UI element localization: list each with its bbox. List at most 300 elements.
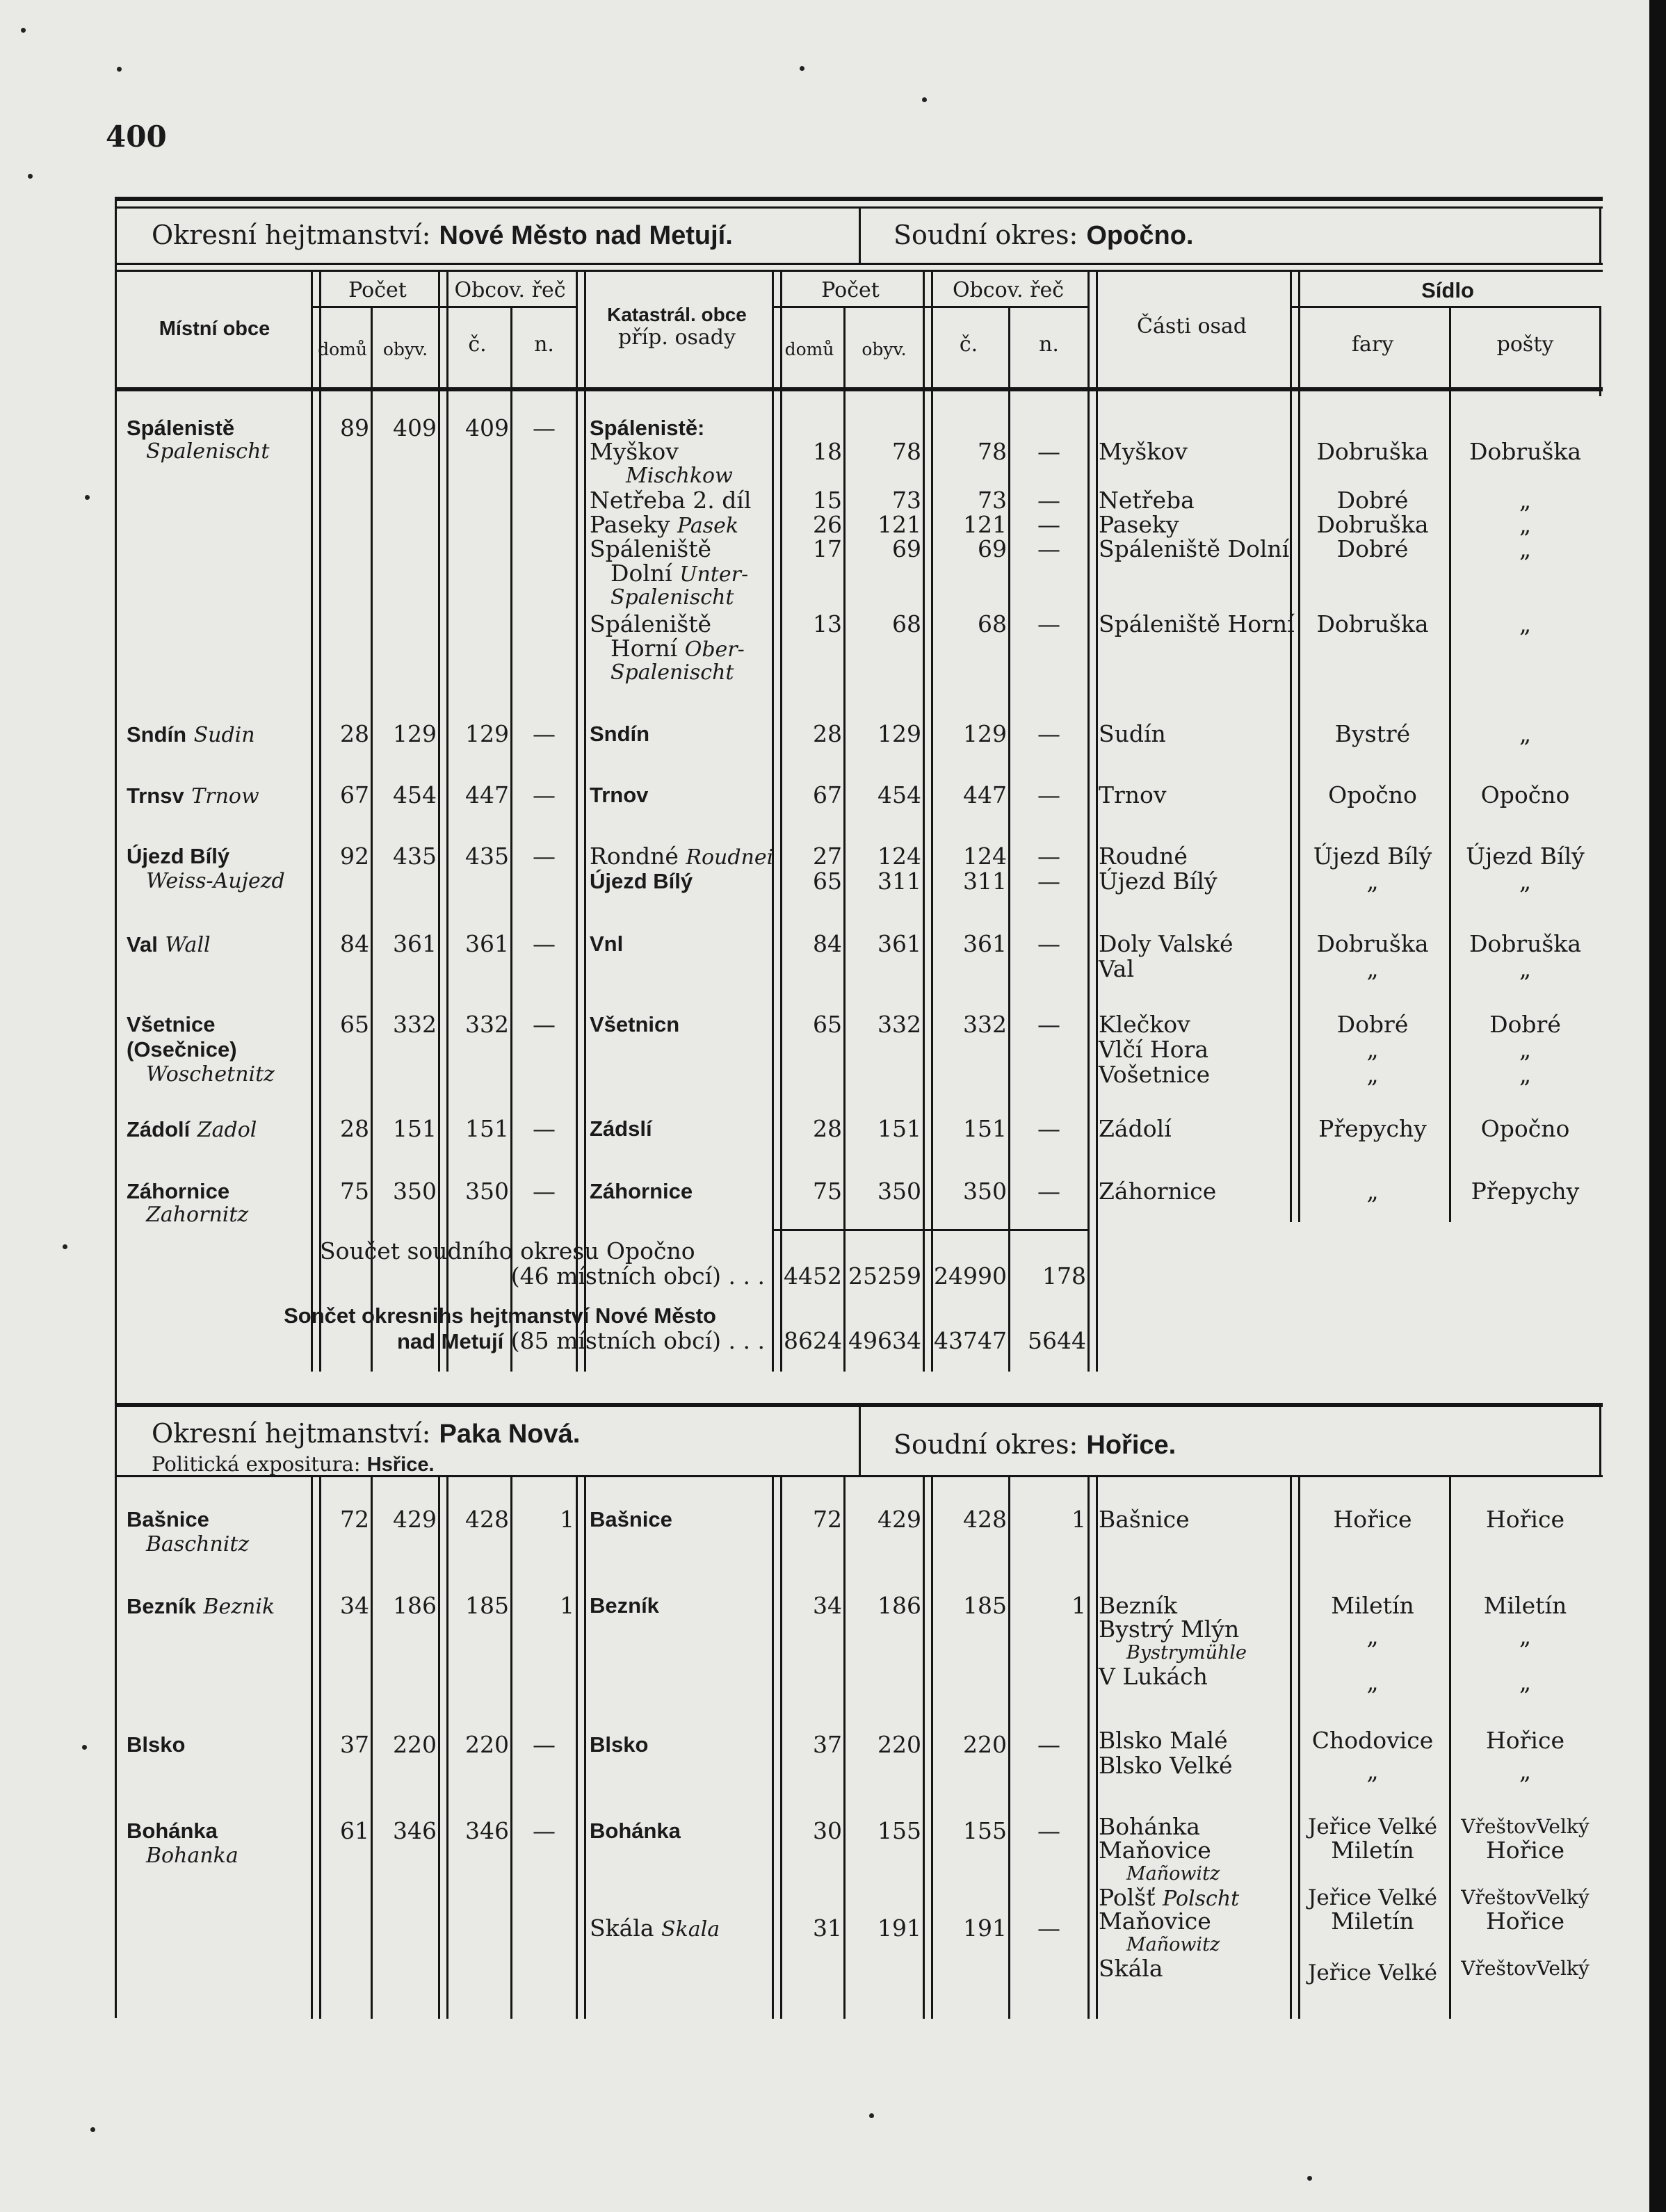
cell-n: —: [1037, 1817, 1060, 1844]
dust-speck: [85, 495, 90, 500]
cell-n: —: [1037, 720, 1060, 747]
cell-fara: Jeřice Velké: [1308, 1885, 1437, 1910]
obec-name: Bezník: [127, 1594, 196, 1618]
cell-c: 220: [465, 1731, 509, 1758]
cell-domu: 28: [340, 1115, 369, 1142]
page-number: 400: [106, 120, 167, 154]
cell-posta: „: [1519, 535, 1532, 562]
cell-fara: Přepychy: [1318, 1115, 1427, 1142]
cell-obyv: 332: [393, 1011, 437, 1038]
cell-c: 185: [963, 1592, 1007, 1619]
cell-obyv: 124: [878, 843, 921, 870]
cell-posta: Hořice: [1486, 1506, 1564, 1533]
cell-c: 350: [963, 1178, 1007, 1205]
cell-c: 78: [978, 438, 1007, 465]
cast-osady: Bašnice: [1099, 1506, 1190, 1533]
cell-n: —: [533, 720, 556, 747]
col-header-domu: domů: [318, 339, 367, 359]
cell-domu: 13: [813, 610, 842, 637]
kat-name: Vnl: [590, 932, 624, 956]
cell-obyv: 454: [393, 781, 437, 808]
cell-fara: „: [1366, 1757, 1379, 1784]
cast-osady: Blsko Velké: [1099, 1752, 1233, 1779]
total-c: 43747: [934, 1327, 1007, 1354]
cell-fara: Jeřice Velké: [1308, 1814, 1437, 1839]
total-obyv: 49634: [848, 1327, 921, 1354]
total-c: 24990: [934, 1262, 1007, 1290]
cell-obyv: 186: [878, 1592, 921, 1619]
cell-n: —: [533, 781, 556, 808]
cast-osady: Maňovice: [1099, 1908, 1211, 1935]
totals-hejt-label-2b: (85 místních obcí) . . .: [510, 1327, 765, 1354]
cell-obyv: 155: [878, 1817, 921, 1844]
cell-domu: 37: [340, 1731, 369, 1758]
kat-name: Paseky: [590, 511, 670, 538]
cell-n: —: [1037, 438, 1060, 465]
cell-posta: VřeštovVelký: [1461, 1957, 1590, 1980]
cell-obyv: 409: [393, 414, 437, 441]
dust-speck: [922, 97, 927, 102]
district-name: Nové Město nad Metují.: [439, 221, 733, 250]
cell-c: 151: [963, 1115, 1007, 1142]
cell-fara: Dobruška: [1316, 438, 1429, 465]
cell-fara: Dobré: [1336, 1011, 1409, 1038]
col-divider: [1087, 1477, 1098, 2019]
cast-osady-de: Mañowitz: [1126, 1934, 1220, 1955]
cell-domu: 28: [813, 1115, 842, 1142]
cell-domu: 65: [813, 868, 842, 895]
cast-osady: Blsko Malé: [1099, 1727, 1228, 1754]
cast-osady: Paseky: [1099, 511, 1179, 538]
cell-obyv: 151: [878, 1115, 921, 1142]
col-divider: [843, 306, 846, 1372]
rule: [313, 306, 577, 308]
cell-domu: 26: [813, 511, 842, 538]
obec-name: Všetnice: [127, 1012, 216, 1036]
cell-fara: Opočno: [1328, 781, 1417, 808]
cast-osady: V Lukách: [1099, 1663, 1208, 1690]
kat-name: Blsko: [590, 1732, 649, 1757]
col-header-n: n.: [534, 332, 554, 357]
cell-c: 428: [963, 1506, 1007, 1533]
cell-domu: 34: [813, 1592, 842, 1619]
scan-edge: [1649, 0, 1666, 2212]
cell-c: 185: [465, 1592, 509, 1619]
cell-posta: Hořice: [1486, 1837, 1564, 1864]
cell-obyv: 151: [393, 1115, 437, 1142]
kat-name: Sndín: [590, 722, 650, 746]
cell-domu: 18: [813, 438, 842, 465]
cell-c: 129: [963, 720, 1007, 747]
obec-name-de: Baschnitz: [146, 1532, 250, 1556]
cell-domu: 15: [813, 487, 842, 514]
col-divider: [371, 306, 373, 1372]
cell-posta: Přepychy: [1471, 1178, 1580, 1205]
col-divider: [1087, 270, 1098, 1372]
header-prefix: Okresní hejtmanství:: [152, 1418, 431, 1449]
obec-name: Záhornice: [127, 1179, 230, 1203]
cell-n: 1: [560, 1592, 574, 1619]
header-right-border: [1599, 206, 1601, 263]
cell-posta: VřeštovVelký: [1461, 1886, 1590, 1909]
obec-name: Bašnice: [127, 1507, 209, 1531]
cell-posta: VřeštovVelký: [1461, 1815, 1590, 1838]
dust-speck: [82, 1745, 87, 1750]
cell-domu: 17: [813, 535, 842, 562]
obec-name: Spálenistě: [127, 416, 235, 440]
cell-n: —: [533, 414, 556, 441]
col-divider: [923, 270, 933, 1372]
cell-posta: „: [1519, 511, 1532, 538]
kat-name-2: Horní: [610, 635, 678, 662]
kat-name: Trnov: [590, 783, 649, 807]
kat-name: Újezd Bílý: [590, 869, 693, 893]
totals-rule: [774, 1229, 1087, 1231]
col-header-casti: Části osad: [1137, 314, 1247, 339]
cell-domu: 28: [813, 720, 842, 747]
cell-obyv: 429: [878, 1506, 921, 1533]
col-header-obce: Místní obce: [159, 318, 270, 340]
cell-posta: „: [1519, 1668, 1532, 1695]
col-header-n: n.: [1039, 332, 1059, 357]
cast-osady: Trnov: [1099, 781, 1167, 808]
header-bottom-rule: [115, 387, 1603, 391]
kat-name: Myškov: [590, 438, 679, 465]
cell-obyv: 435: [393, 843, 437, 870]
obec-name-de: Beznik: [203, 1595, 275, 1619]
cell-obyv: 332: [878, 1011, 921, 1038]
cell-domu: 84: [813, 930, 842, 957]
obec-name-de: Zahornitz: [146, 1203, 249, 1227]
cell-c: 121: [963, 511, 1007, 538]
cell-fara: Dobruška: [1316, 610, 1429, 637]
cell-c: 447: [963, 781, 1007, 808]
cell-domu: 65: [340, 1011, 369, 1038]
cell-fara: Dobruška: [1316, 930, 1429, 957]
cell-obyv: 220: [393, 1731, 437, 1758]
cell-n: —: [1037, 1178, 1060, 1205]
cast-osady: Újezd Bílý: [1099, 868, 1218, 895]
col-header-sidlo: Sídlo: [1421, 278, 1474, 302]
col-header-c: č.: [468, 332, 487, 357]
cast-osady: Záhornice: [1099, 1178, 1217, 1205]
totals-hejt-label-2a: nad Metují: [396, 1329, 504, 1353]
dust-speck: [800, 66, 804, 71]
cast-osady: Klečkov: [1099, 1011, 1190, 1038]
cell-domu: 27: [813, 843, 842, 870]
kat-name: Spálenistě:: [590, 416, 705, 440]
cell-c: 346: [465, 1817, 509, 1844]
cell-domu: 92: [340, 843, 369, 870]
cast-osady: Bystrý Mlýn: [1099, 1616, 1240, 1643]
court-name: Hořice.: [1086, 1431, 1176, 1460]
kat-name: Rondné: [590, 843, 679, 870]
cell-posta: „: [1519, 1036, 1532, 1063]
cell-n: 1: [1071, 1592, 1086, 1619]
cell-domu: 37: [813, 1731, 842, 1758]
obec-name: Sndín: [127, 722, 187, 747]
sub-prefix: Politická expositura:: [152, 1452, 361, 1476]
cell-domu: 89: [340, 414, 369, 441]
col-header-domu: domů: [784, 339, 834, 359]
col-divider: [1599, 306, 1601, 396]
cell-obyv: 350: [878, 1178, 921, 1205]
obec-name: Val: [127, 932, 158, 957]
header-prefix: Okresní hejtmanství:: [152, 220, 431, 250]
col-divider: [772, 270, 782, 1372]
cell-c: 332: [465, 1011, 509, 1038]
cell-posta: Dobruška: [1469, 930, 1582, 957]
table-left-border: [115, 197, 117, 2018]
obec-name: Bohánka: [127, 1819, 218, 1843]
cell-domu: 30: [813, 1817, 842, 1844]
obec-name-de: Sudin: [193, 723, 255, 747]
header-divider: [859, 206, 861, 263]
cell-obyv: 68: [892, 610, 921, 637]
expositura-name: Hsřice.: [366, 1454, 435, 1476]
total-domu: 8624: [784, 1327, 842, 1354]
cell-n: —: [1037, 1011, 1060, 1038]
cell-domu: 67: [340, 781, 369, 808]
cast-osady: Spáleniště Dolní: [1099, 535, 1290, 562]
kat-name-de: Unter-: [679, 562, 749, 587]
cell-c: 151: [465, 1115, 509, 1142]
col-header-c: č.: [959, 332, 978, 357]
kat-name: Spáleniště: [590, 535, 712, 562]
col-header-fary: fary: [1351, 332, 1394, 357]
kat-name: Záhornice: [590, 1179, 693, 1203]
cell-fara: Hořice: [1333, 1506, 1412, 1533]
cell-domu: 65: [813, 1011, 842, 1038]
cell-posta: „: [1519, 487, 1532, 514]
obec-name-de: Spalenischt: [146, 439, 270, 464]
cell-fara: Miletín: [1331, 1908, 1414, 1935]
cast-osady: Netřeba: [1099, 487, 1195, 514]
cell-c: 191: [963, 1914, 1007, 1942]
cell-domu: 28: [340, 720, 369, 747]
dust-speck: [869, 2113, 874, 2118]
kat-name: Bezník: [590, 1593, 659, 1618]
cell-c: 124: [963, 843, 1007, 870]
dust-speck: [28, 174, 33, 179]
cell-fara: Dobruška: [1316, 511, 1429, 538]
cell-c: 129: [465, 720, 509, 747]
cast-osady: Polšť: [1099, 1884, 1156, 1911]
kat-name: Netřeba 2. díl: [590, 487, 752, 514]
cast-osady: Bohánka: [1099, 1813, 1200, 1840]
court-name: Opočno.: [1086, 221, 1194, 250]
cell-posta: Hořice: [1486, 1908, 1564, 1935]
cell-n: —: [1037, 535, 1060, 562]
kat-name-de: Ober-: [684, 637, 745, 662]
cell-n: —: [533, 843, 556, 870]
cell-obyv: 346: [393, 1817, 437, 1844]
cast-osady-de: Mañowitz: [1126, 1863, 1220, 1885]
cell-c: 311: [963, 868, 1007, 895]
cell-n: —: [1037, 511, 1060, 538]
kat-name: Skála: [590, 1914, 654, 1942]
cell-fara: Dobré: [1336, 487, 1409, 514]
cell-n: 1: [1071, 1506, 1086, 1533]
kat-name-de: Roudnei: [686, 845, 774, 870]
district-name: Paka Nová.: [439, 1420, 581, 1449]
col-header-pocet: Počet: [821, 278, 880, 302]
cell-n: —: [1037, 1115, 1060, 1142]
obec-name: Zádolí: [127, 1117, 191, 1141]
dust-speck: [117, 67, 122, 72]
dust-speck: [1307, 2176, 1312, 2181]
cell-domu: 84: [340, 930, 369, 957]
cast-osady: Doly Valské: [1099, 930, 1234, 957]
cast-osady-de: Bystrymühle: [1126, 1642, 1247, 1664]
cell-obyv: 69: [892, 535, 921, 562]
cell-obyv: 220: [878, 1731, 921, 1758]
cast-osady: Val: [1099, 955, 1135, 982]
obec-name-de: Bohanka: [146, 1844, 238, 1868]
cell-domu: 34: [340, 1592, 369, 1619]
cast-osady-de: Polscht: [1163, 1887, 1240, 1911]
col-header-katastr: Katastrál. obce: [607, 304, 747, 325]
obec-name-de: Trnow: [191, 784, 259, 808]
cell-n: —: [1037, 868, 1060, 895]
cell-obyv: 121: [878, 511, 921, 538]
cast-osady: Roudné: [1099, 843, 1188, 870]
col-header-obyv: obyv.: [382, 339, 428, 359]
court-header: [893, 222, 1193, 248]
cell-posta: „: [1519, 955, 1532, 982]
cell-n: —: [1037, 930, 1060, 957]
cell-c: 155: [963, 1817, 1007, 1844]
cell-obyv: 350: [393, 1178, 437, 1205]
rule: [115, 270, 1603, 272]
cell-posta: „: [1519, 1757, 1532, 1784]
cell-domu: 72: [340, 1506, 369, 1533]
kat-name-de-2: Spalenischt: [610, 660, 734, 685]
cell-posta: „: [1519, 610, 1532, 637]
cell-posta: Miletín: [1483, 1592, 1567, 1619]
total-domu: 4452: [784, 1262, 842, 1290]
total-n: 5644: [1028, 1327, 1086, 1354]
cell-fara: „: [1366, 955, 1379, 982]
cell-obyv: 186: [393, 1592, 437, 1619]
cell-n: —: [1037, 487, 1060, 514]
cell-c: 350: [465, 1178, 509, 1205]
cell-posta: Dobré: [1489, 1011, 1561, 1038]
cell-fara: Jeřice Velké: [1308, 1960, 1437, 1985]
cell-fara: „: [1366, 1623, 1379, 1650]
cell-posta: Hořice: [1486, 1727, 1564, 1754]
district-header: [152, 222, 733, 248]
cell-fara: „: [1366, 1036, 1379, 1063]
cast-osady: Maňovice: [1099, 1837, 1211, 1864]
kat-name-de: Mischkow: [626, 464, 733, 488]
cast-osady: Bezník: [1099, 1592, 1177, 1619]
cell-posta: „: [1519, 1623, 1532, 1650]
cell-c: 220: [963, 1731, 1007, 1758]
cell-c: 447: [465, 781, 509, 808]
obec-name-de: Woschetnitz: [146, 1062, 275, 1087]
cell-c: 409: [465, 414, 509, 441]
total-n: 178: [1042, 1262, 1086, 1290]
col-header-pocet: Počet: [348, 278, 407, 302]
col-divider: [576, 1477, 586, 2019]
cell-domu: 72: [813, 1506, 842, 1533]
cell-fara: „: [1366, 868, 1379, 895]
cell-fara: Bystré: [1334, 720, 1411, 747]
kat-name: Zádslí: [590, 1116, 652, 1141]
cell-domu: 31: [813, 1914, 842, 1942]
cell-fara: Chodovice: [1311, 1727, 1434, 1754]
kat-name-de: Skala: [661, 1917, 720, 1942]
col-header-katastr-2: příp. osady: [618, 325, 736, 350]
cell-n: —: [1037, 1914, 1060, 1942]
cast-osady: Sudín: [1099, 720, 1166, 747]
col-header-posty: pošty: [1496, 332, 1554, 357]
obec-name: Trnsv: [127, 783, 184, 808]
cell-c: 332: [963, 1011, 1007, 1038]
col-header-obyv: obyv.: [862, 339, 907, 359]
header-divider: [859, 1407, 861, 1477]
cast-osady: Spáleniště Horní: [1099, 610, 1295, 637]
header-prefix: Soudní okres:: [893, 220, 1078, 250]
cell-obyv: 191: [878, 1914, 921, 1942]
cell-fara: „: [1366, 1178, 1379, 1205]
obec-name-de: Wall: [165, 933, 211, 957]
dust-speck: [63, 1244, 67, 1249]
cell-n: —: [1037, 781, 1060, 808]
kat-name: Spáleniště: [590, 610, 712, 637]
kat-name: Všetnicn: [590, 1012, 680, 1036]
dust-speck: [21, 28, 26, 33]
cell-fara: „: [1366, 1061, 1379, 1088]
cell-posta: Dobruška: [1469, 438, 1582, 465]
totals-soudni-label-2: (46 místních obcí) . . .: [510, 1262, 765, 1290]
cell-c: 68: [978, 610, 1007, 637]
cell-fara: Dobré: [1336, 535, 1409, 562]
cell-obyv: 73: [892, 487, 921, 514]
cell-c: 428: [465, 1506, 509, 1533]
cell-posta: „: [1519, 720, 1532, 747]
kat-name: Bašnice: [590, 1507, 672, 1531]
cell-obyv: 454: [878, 781, 921, 808]
cast-osady: Vlčí Hora: [1099, 1036, 1209, 1063]
obec-name-de: Weiss-Aujezd: [146, 869, 285, 893]
cell-posta: „: [1519, 868, 1532, 895]
cell-fara: Miletín: [1331, 1837, 1414, 1864]
totals-soudni-label: Součet soudního okresu Opočno: [320, 1237, 695, 1264]
cell-obyv: 129: [878, 720, 921, 747]
cell-obyv: 311: [878, 868, 921, 895]
cell-domu: 75: [340, 1178, 369, 1205]
cell-posta: Opočno: [1480, 1115, 1570, 1142]
dust-speck: [90, 2127, 95, 2132]
cell-c: 69: [978, 535, 1007, 562]
cell-domu: 61: [340, 1817, 369, 1844]
cell-c: 435: [465, 843, 509, 870]
rule: [115, 263, 1603, 265]
cell-obyv: 361: [393, 930, 437, 957]
cell-n: —: [533, 1115, 556, 1142]
kat-name-de-2: Spalenischt: [610, 585, 734, 610]
cell-n: 1: [560, 1506, 574, 1533]
col-divider: [1008, 306, 1010, 1372]
rule: [1292, 306, 1599, 308]
cell-n: —: [1037, 843, 1060, 870]
obec-name: Újezd Bílý: [127, 844, 230, 868]
kat-name-de: Pasek: [677, 514, 739, 538]
cell-n: —: [533, 1817, 556, 1844]
rule: [774, 306, 1087, 308]
